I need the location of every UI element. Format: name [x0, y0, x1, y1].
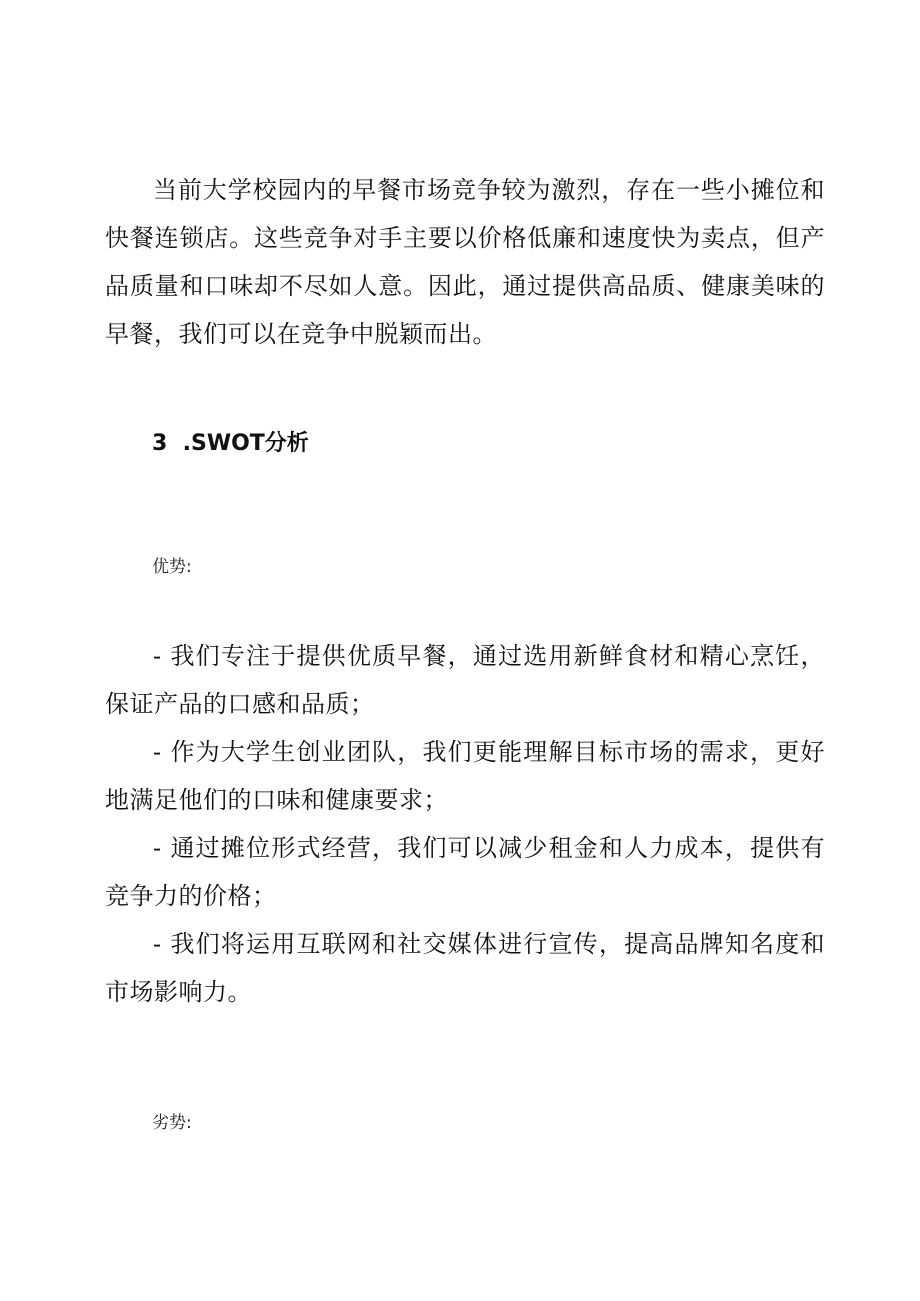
intro-paragraph: 当前大学校园内的早餐市场竞争较为激烈，存在一些小摊位和快餐连锁店。这些竞争对手主要以价格低廉和速度快为卖点，但产品质量和口味却不尽如人意。因此，通过提供高品质、健康美味的早餐，我们可以在竞争中脱颖而出。 [105, 176, 825, 348]
strength-item-4: - 我们将运用互联网和社交媒体进行宣传，提高品牌知名度和市场影响力。 [105, 930, 825, 1006]
strength-item-2: - 作为大学生创业团队，我们更能理解目标市场的需求，更好地满足他们的口味和健康要求； [105, 738, 825, 814]
strengths-list [105, 632, 825, 1016]
weaknesses-label: 劣势: [152, 1113, 192, 1133]
strength-item-1: - 我们专注于提供优质早餐，通过选用新鲜食材和精心烹饪，保证产品的口感和品质； [105, 642, 825, 718]
section-heading-swot: 3 .SWOT分析 [152, 431, 309, 456]
strengths-label: 优势: [152, 557, 192, 577]
strength-item-3: - 通过摊位形式经营，我们可以减少租金和人力成本，提供有竞争力的价格； [105, 834, 825, 910]
